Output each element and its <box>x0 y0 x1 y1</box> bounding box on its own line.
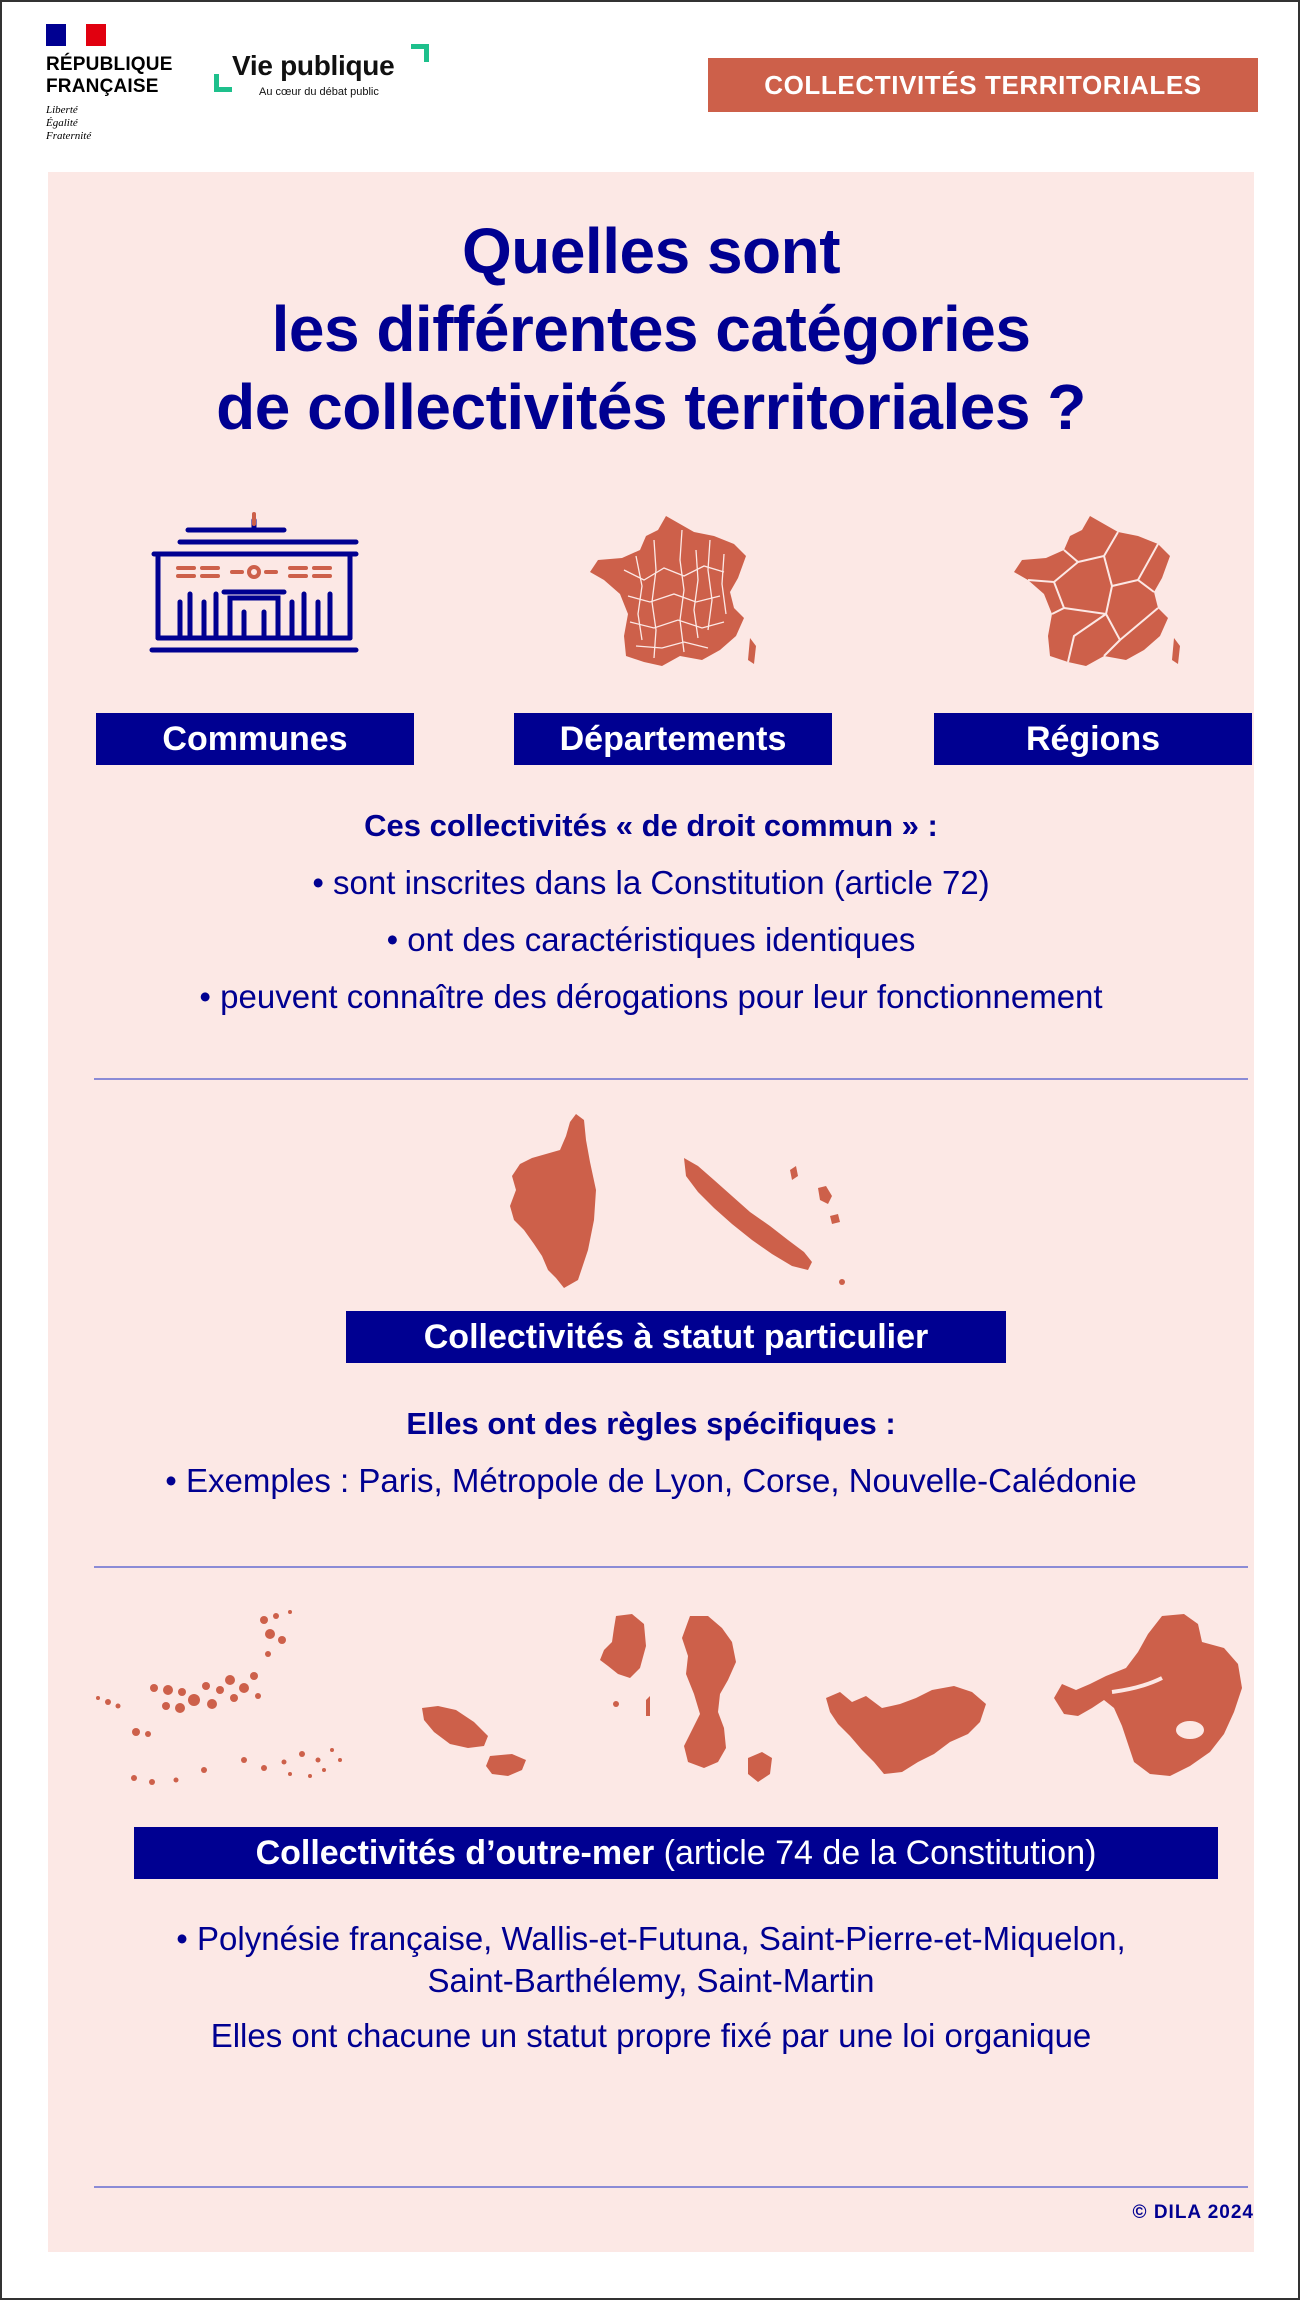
section1-bullet-1: • sont inscrites dans la Constitution (article 72) <box>312 864 990 901</box>
section3-label-rest: (article 74 de la Constitution) <box>654 1833 1097 1872</box>
page-header <box>0 0 1300 170</box>
section-divider <box>94 1078 1248 1080</box>
france-regions-map-icon <box>1008 510 1188 690</box>
section3-label <box>134 1827 1218 1879</box>
vie-publique-logo <box>214 44 429 100</box>
polynesia-map-icon <box>94 1610 364 1790</box>
section2-bullet: • Exemples : Paris, Métropole de Lyon, Corse, Nouvelle-Calédonie <box>165 1462 1137 1499</box>
section2-label: Collectivités à statut particulier <box>346 1311 1006 1363</box>
section-divider <box>94 2186 1248 2188</box>
section2-intro: Elles ont des règles spécifiques : <box>406 1406 896 1441</box>
section-divider <box>94 1566 1248 1568</box>
new-caledonia-map-icon <box>680 1152 850 1292</box>
copyright: © DILA 2024 <box>1132 2202 1254 2223</box>
section3-label-bold: Collectivités d’outre-mer <box>255 1833 655 1872</box>
rf-name: RÉPUBLIQUE FRANÇAISE <box>46 54 173 97</box>
content-panel <box>48 172 1254 2252</box>
town-hall-icon <box>144 512 364 692</box>
corsica-map-icon <box>504 1110 604 1290</box>
title-line-1: Quelles sont <box>461 215 841 287</box>
page-title <box>48 212 1254 446</box>
logo-bracket-icon <box>411 44 429 62</box>
topic-badge: COLLECTIVITÉS TERRITORIALES <box>708 58 1258 112</box>
category-label-regions: Régions <box>934 713 1252 765</box>
wallis-futuna-map-icon <box>418 1692 588 1792</box>
french-flag-icon <box>46 24 106 46</box>
saint-martin-map-icon <box>1052 1612 1252 1792</box>
section1-bullet-2: • ont des caractéristiques identiques <box>386 921 916 958</box>
france-departments-map-icon <box>584 510 764 690</box>
miquelon-map-icon <box>678 1612 808 1792</box>
category-label-communes: Communes <box>96 713 414 765</box>
republique-francaise-logo <box>46 24 196 143</box>
section3-bullet-line-1: • Polynésie française, Wallis-et-Futuna, Saint-Pierre-et-Miquelon, <box>176 1920 1126 1957</box>
logo-bracket-icon <box>214 74 232 92</box>
saint-pierre-map-icon <box>588 1612 664 1722</box>
category-label-departements: Départements <box>514 713 832 765</box>
section3-note: Elles ont chacune un statut propre fixé par une loi organique <box>210 2017 1092 2054</box>
rf-motto: Liberté Égalité Fraternité <box>46 104 92 142</box>
saint-barthelemy-map-icon <box>822 1672 992 1792</box>
vp-subtitle: Au cœur du débat public <box>259 86 379 98</box>
section1-bullet-3: • peuvent connaître des dérogations pour leur fonctionnement <box>199 978 1103 1015</box>
section3-bullet-line-2: Saint-Barthélemy, Saint-Martin <box>427 1962 875 1999</box>
title-line-2: les différentes catégories <box>271 293 1031 365</box>
vp-title: Vie publique <box>232 50 395 81</box>
title-line-3: de collectivités territoriales ? <box>216 371 1086 443</box>
section1-intro: Ces collectivités « de droit commun » : <box>364 808 938 843</box>
